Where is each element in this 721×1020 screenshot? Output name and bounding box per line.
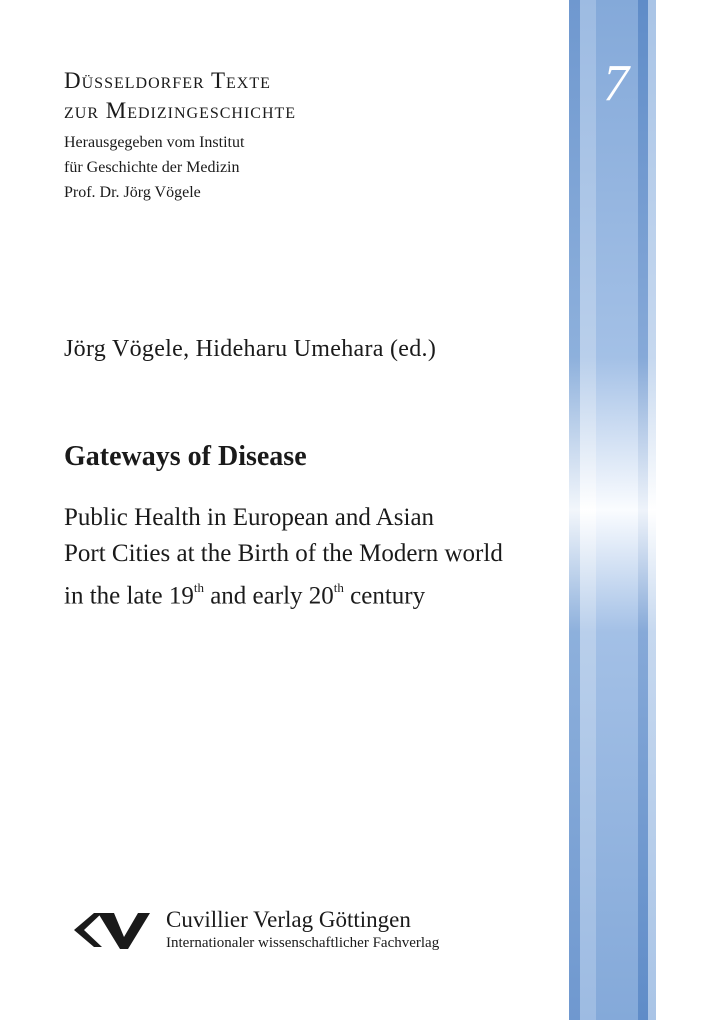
subtitle-text: century (343, 582, 426, 610)
ordinal-suffix: th (193, 580, 204, 595)
authors: Jörg Vögele, Hideharu Umehara (ed.) (64, 336, 437, 362)
series-title-line-2: zur Medizingeschichte (64, 98, 297, 123)
spine-stripe (596, 0, 638, 1020)
volume-number: 7 (603, 55, 629, 112)
cuvillier-logo-icon (64, 907, 154, 953)
series-block (64, 66, 296, 205)
publisher-text (166, 907, 439, 953)
publisher-block (64, 907, 439, 953)
series-editor-line-2: für Geschichte der Medizin (64, 159, 240, 176)
spine-stripe (648, 0, 656, 1020)
publisher-tagline: Internationaler wissenschaftlicher Fachverlag (166, 935, 440, 951)
spine-stripe (569, 0, 580, 1020)
subtitle-text: and early 20 (203, 582, 334, 610)
publisher-name: Cuvillier Verlag Göttingen (166, 907, 411, 932)
book-subtitle (64, 500, 503, 614)
subtitle-line-3 (64, 572, 503, 614)
series-editor-line-1: Herausgegeben vom Institut (64, 134, 245, 151)
subtitle-text: in the late 19 (64, 582, 194, 610)
subtitle-line-2: Port Cities at the Birth of the Modern world (64, 540, 503, 567)
series-title-line-1: Düsseldorfer Texte (64, 68, 271, 93)
spine-stripe (580, 0, 596, 1020)
book-title: Gateways of Disease (64, 441, 307, 472)
subtitle-line-1: Public Health in European and Asian (64, 504, 435, 531)
series-editor-line-3: Prof. Dr. Jörg Vögele (64, 184, 201, 201)
spine-stripe (638, 0, 648, 1020)
series-editor (64, 130, 296, 205)
ordinal-suffix: th (333, 580, 344, 595)
